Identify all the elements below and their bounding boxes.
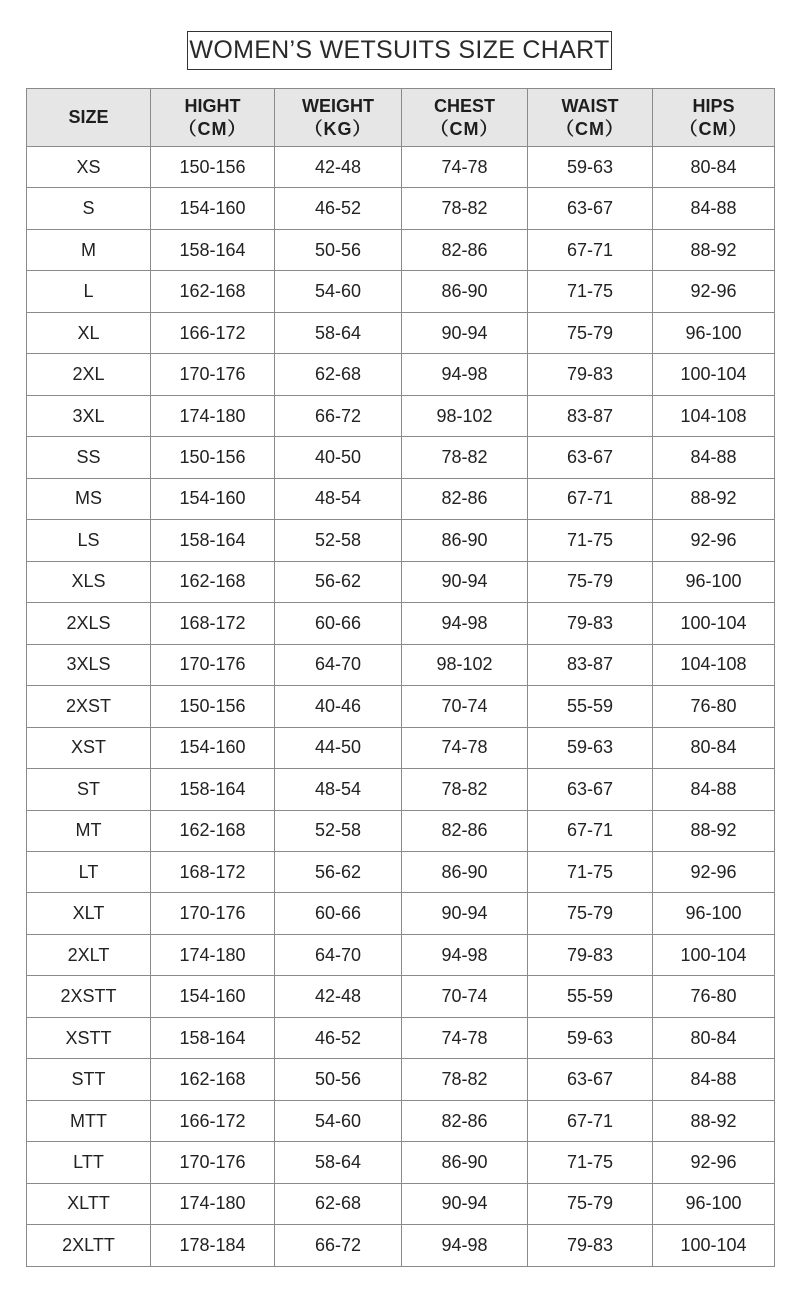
weight-cell: 48-54 — [275, 769, 402, 810]
chest-cell: 82-86 — [402, 1100, 528, 1141]
height-cell: 174-180 — [151, 395, 275, 436]
height-cell: 174-180 — [151, 934, 275, 975]
waist-cell: 75-79 — [528, 1183, 653, 1224]
size-cell: MS — [27, 478, 151, 519]
hips-cell: 96-100 — [653, 561, 775, 602]
waist-cell: 83-87 — [528, 395, 653, 436]
height-cell: 154-160 — [151, 727, 275, 768]
hips-cell: 88-92 — [653, 229, 775, 270]
chest-cell: 94-98 — [402, 1225, 528, 1266]
weight-cell: 58-64 — [275, 312, 402, 353]
height-cell: 170-176 — [151, 1142, 275, 1183]
waist-cell: 75-79 — [528, 893, 653, 934]
size-cell: XST — [27, 727, 151, 768]
column-header-label: WEIGHT — [302, 95, 374, 116]
chest-cell: 90-94 — [402, 561, 528, 602]
table-row — [27, 561, 775, 602]
height-cell: 174-180 — [151, 1183, 275, 1224]
table-row — [27, 395, 775, 436]
height-cell: 158-164 — [151, 1017, 275, 1058]
chart-title-box — [187, 31, 612, 70]
size-cell: XLTT — [27, 1183, 151, 1224]
size-cell: XL — [27, 312, 151, 353]
size-cell: XLT — [27, 893, 151, 934]
waist-cell: 63-67 — [528, 1059, 653, 1100]
table-row — [27, 1142, 775, 1183]
table-row — [27, 1017, 775, 1058]
waist-cell: 63-67 — [528, 188, 653, 229]
size-cell: XLS — [27, 561, 151, 602]
table-row — [27, 934, 775, 975]
waist-cell: 63-67 — [528, 437, 653, 478]
weight-cell: 64-70 — [275, 934, 402, 975]
waist-cell: 83-87 — [528, 644, 653, 685]
table-row — [27, 603, 775, 644]
chest-cell: 70-74 — [402, 976, 528, 1017]
height-cell: 158-164 — [151, 229, 275, 270]
waist-cell: 67-71 — [528, 478, 653, 519]
chest-cell: 82-86 — [402, 229, 528, 270]
chest-cell: 90-94 — [402, 1183, 528, 1224]
height-cell: 158-164 — [151, 520, 275, 561]
chest-cell: 70-74 — [402, 686, 528, 727]
waist-cell: 55-59 — [528, 686, 653, 727]
hips-cell: 84-88 — [653, 1059, 775, 1100]
weight-cell: 66-72 — [275, 395, 402, 436]
hips-cell: 80-84 — [653, 147, 775, 188]
weight-cell: 60-66 — [275, 893, 402, 934]
waist-cell: 71-75 — [528, 851, 653, 892]
size-cell: 2XL — [27, 354, 151, 395]
table-row — [27, 520, 775, 561]
column-header-label: HIGHT — [184, 95, 241, 116]
weight-cell: 62-68 — [275, 354, 402, 395]
size-cell: M — [27, 229, 151, 270]
size-cell: 2XLS — [27, 603, 151, 644]
waist-cell: 59-63 — [528, 1017, 653, 1058]
size-cell: MT — [27, 810, 151, 851]
height-cell: 170-176 — [151, 354, 275, 395]
height-cell: 150-156 — [151, 686, 275, 727]
chest-cell: 82-86 — [402, 810, 528, 851]
waist-cell: 75-79 — [528, 561, 653, 602]
column-header-unit: （CM） — [178, 118, 247, 139]
waist-cell: 59-63 — [528, 727, 653, 768]
column-header-unit: （CM） — [556, 118, 624, 139]
waist-cell: 79-83 — [528, 934, 653, 975]
chest-cell: 90-94 — [402, 312, 528, 353]
hips-cell: 100-104 — [653, 1225, 775, 1266]
chest-cell: 82-86 — [402, 478, 528, 519]
weight-cell: 50-56 — [275, 1059, 402, 1100]
weight-cell: 44-50 — [275, 727, 402, 768]
hips-cell: 88-92 — [653, 810, 775, 851]
hips-cell: 96-100 — [653, 312, 775, 353]
height-cell: 178-184 — [151, 1225, 275, 1266]
column-header-label: CHEST — [433, 95, 495, 116]
size-cell: XS — [27, 147, 151, 188]
column-header-waist — [528, 89, 653, 147]
table-row — [27, 851, 775, 892]
size-cell: MTT — [27, 1100, 151, 1141]
chest-cell: 74-78 — [402, 147, 528, 188]
waist-cell: 55-59 — [528, 976, 653, 1017]
column-header-unit: （KG） — [304, 118, 372, 139]
height-cell: 150-156 — [151, 147, 275, 188]
waist-cell: 79-83 — [528, 354, 653, 395]
weight-cell: 46-52 — [275, 188, 402, 229]
size-cell: 2XST — [27, 686, 151, 727]
weight-cell: 60-66 — [275, 603, 402, 644]
hips-cell: 76-80 — [653, 686, 775, 727]
size-cell: S — [27, 188, 151, 229]
hips-cell: 104-108 — [653, 644, 775, 685]
weight-cell: 54-60 — [275, 271, 402, 312]
size-cell: LTT — [27, 1142, 151, 1183]
weight-cell: 56-62 — [275, 851, 402, 892]
table-row — [27, 437, 775, 478]
chest-cell: 98-102 — [402, 395, 528, 436]
column-header-unit: （CM） — [430, 118, 499, 139]
hips-cell: 104-108 — [653, 395, 775, 436]
chest-cell: 94-98 — [402, 934, 528, 975]
weight-cell: 66-72 — [275, 1225, 402, 1266]
size-cell: LT — [27, 851, 151, 892]
weight-cell: 40-50 — [275, 437, 402, 478]
table-row — [27, 769, 775, 810]
hips-cell: 84-88 — [653, 188, 775, 229]
height-cell: 162-168 — [151, 1059, 275, 1100]
chest-cell: 86-90 — [402, 520, 528, 561]
waist-cell: 71-75 — [528, 1142, 653, 1183]
table-row — [27, 810, 775, 851]
chest-cell: 86-90 — [402, 1142, 528, 1183]
chest-cell: 78-82 — [402, 437, 528, 478]
size-cell: ST — [27, 769, 151, 810]
waist-cell: 79-83 — [528, 1225, 653, 1266]
hips-cell: 80-84 — [653, 727, 775, 768]
chest-cell: 90-94 — [402, 893, 528, 934]
table-row — [27, 478, 775, 519]
weight-cell: 54-60 — [275, 1100, 402, 1141]
chest-cell: 78-82 — [402, 188, 528, 229]
table-row — [27, 644, 775, 685]
size-cell: XSTT — [27, 1017, 151, 1058]
hips-cell: 92-96 — [653, 851, 775, 892]
hips-cell: 84-88 — [653, 769, 775, 810]
table-row — [27, 354, 775, 395]
waist-cell: 71-75 — [528, 520, 653, 561]
hips-cell: 80-84 — [653, 1017, 775, 1058]
table-row — [27, 686, 775, 727]
chart-title: WOMEN’S WETSUITS SIZE CHART — [189, 36, 610, 64]
size-cell: STT — [27, 1059, 151, 1100]
weight-cell: 52-58 — [275, 520, 402, 561]
hips-cell: 96-100 — [653, 1183, 775, 1224]
hips-cell: 100-104 — [653, 603, 775, 644]
table-row — [27, 147, 775, 188]
height-cell: 170-176 — [151, 893, 275, 934]
table-row — [27, 1100, 775, 1141]
size-cell: 2XSTT — [27, 976, 151, 1017]
waist-cell: 67-71 — [528, 1100, 653, 1141]
column-header-weight — [275, 89, 402, 147]
hips-cell: 100-104 — [653, 934, 775, 975]
height-cell: 154-160 — [151, 976, 275, 1017]
size-cell: 2XLTT — [27, 1225, 151, 1266]
column-header-hips — [653, 89, 775, 147]
height-cell: 168-172 — [151, 603, 275, 644]
hips-cell: 76-80 — [653, 976, 775, 1017]
weight-cell: 64-70 — [275, 644, 402, 685]
waist-cell: 79-83 — [528, 603, 653, 644]
waist-cell: 67-71 — [528, 810, 653, 851]
height-cell: 166-172 — [151, 312, 275, 353]
chest-cell: 94-98 — [402, 603, 528, 644]
table-row — [27, 188, 775, 229]
table-body — [27, 147, 775, 1267]
weight-cell: 62-68 — [275, 1183, 402, 1224]
chest-cell: 98-102 — [402, 644, 528, 685]
size-cell: 3XL — [27, 395, 151, 436]
waist-cell: 59-63 — [528, 147, 653, 188]
table-row — [27, 727, 775, 768]
table-row — [27, 271, 775, 312]
waist-cell: 75-79 — [528, 312, 653, 353]
weight-cell: 50-56 — [275, 229, 402, 270]
column-header-chest — [402, 89, 528, 147]
waist-cell: 63-67 — [528, 769, 653, 810]
column-header-hight — [151, 89, 275, 147]
chest-cell: 94-98 — [402, 354, 528, 395]
chest-cell: 86-90 — [402, 271, 528, 312]
hips-cell: 84-88 — [653, 437, 775, 478]
weight-cell: 48-54 — [275, 478, 402, 519]
chest-cell: 78-82 — [402, 1059, 528, 1100]
height-cell: 166-172 — [151, 1100, 275, 1141]
height-cell: 162-168 — [151, 561, 275, 602]
table-row — [27, 976, 775, 1017]
size-chart-table — [26, 88, 775, 1267]
weight-cell: 46-52 — [275, 1017, 402, 1058]
size-cell: SS — [27, 437, 151, 478]
size-cell: 2XLT — [27, 934, 151, 975]
table-row — [27, 893, 775, 934]
weight-cell: 58-64 — [275, 1142, 402, 1183]
hips-cell: 92-96 — [653, 1142, 775, 1183]
height-cell: 150-156 — [151, 437, 275, 478]
hips-cell: 96-100 — [653, 893, 775, 934]
table-row — [27, 1183, 775, 1224]
chest-cell: 78-82 — [402, 769, 528, 810]
weight-cell: 52-58 — [275, 810, 402, 851]
weight-cell: 42-48 — [275, 976, 402, 1017]
table-row — [27, 229, 775, 270]
height-cell: 154-160 — [151, 478, 275, 519]
column-header-label: HIPS — [692, 95, 735, 116]
table-header-row — [27, 89, 775, 147]
weight-cell: 40-46 — [275, 686, 402, 727]
table-row — [27, 1225, 775, 1266]
height-cell: 158-164 — [151, 769, 275, 810]
height-cell: 162-168 — [151, 810, 275, 851]
weight-cell: 42-48 — [275, 147, 402, 188]
column-header-unit: （CM） — [679, 118, 748, 139]
height-cell: 170-176 — [151, 644, 275, 685]
size-cell: LS — [27, 520, 151, 561]
height-cell: 154-160 — [151, 188, 275, 229]
size-cell: 3XLS — [27, 644, 151, 685]
column-header-label: SIZE — [68, 107, 109, 127]
waist-cell: 71-75 — [528, 271, 653, 312]
table-row — [27, 312, 775, 353]
column-header-label: WAIST — [561, 95, 619, 116]
waist-cell: 67-71 — [528, 229, 653, 270]
hips-cell: 92-96 — [653, 520, 775, 561]
hips-cell: 92-96 — [653, 271, 775, 312]
height-cell: 168-172 — [151, 851, 275, 892]
size-cell: L — [27, 271, 151, 312]
chest-cell: 74-78 — [402, 1017, 528, 1058]
table-row — [27, 1059, 775, 1100]
hips-cell: 88-92 — [653, 478, 775, 519]
hips-cell: 88-92 — [653, 1100, 775, 1141]
column-header-size — [27, 89, 151, 147]
chest-cell: 74-78 — [402, 727, 528, 768]
height-cell: 162-168 — [151, 271, 275, 312]
chest-cell: 86-90 — [402, 851, 528, 892]
weight-cell: 56-62 — [275, 561, 402, 602]
hips-cell: 100-104 — [653, 354, 775, 395]
